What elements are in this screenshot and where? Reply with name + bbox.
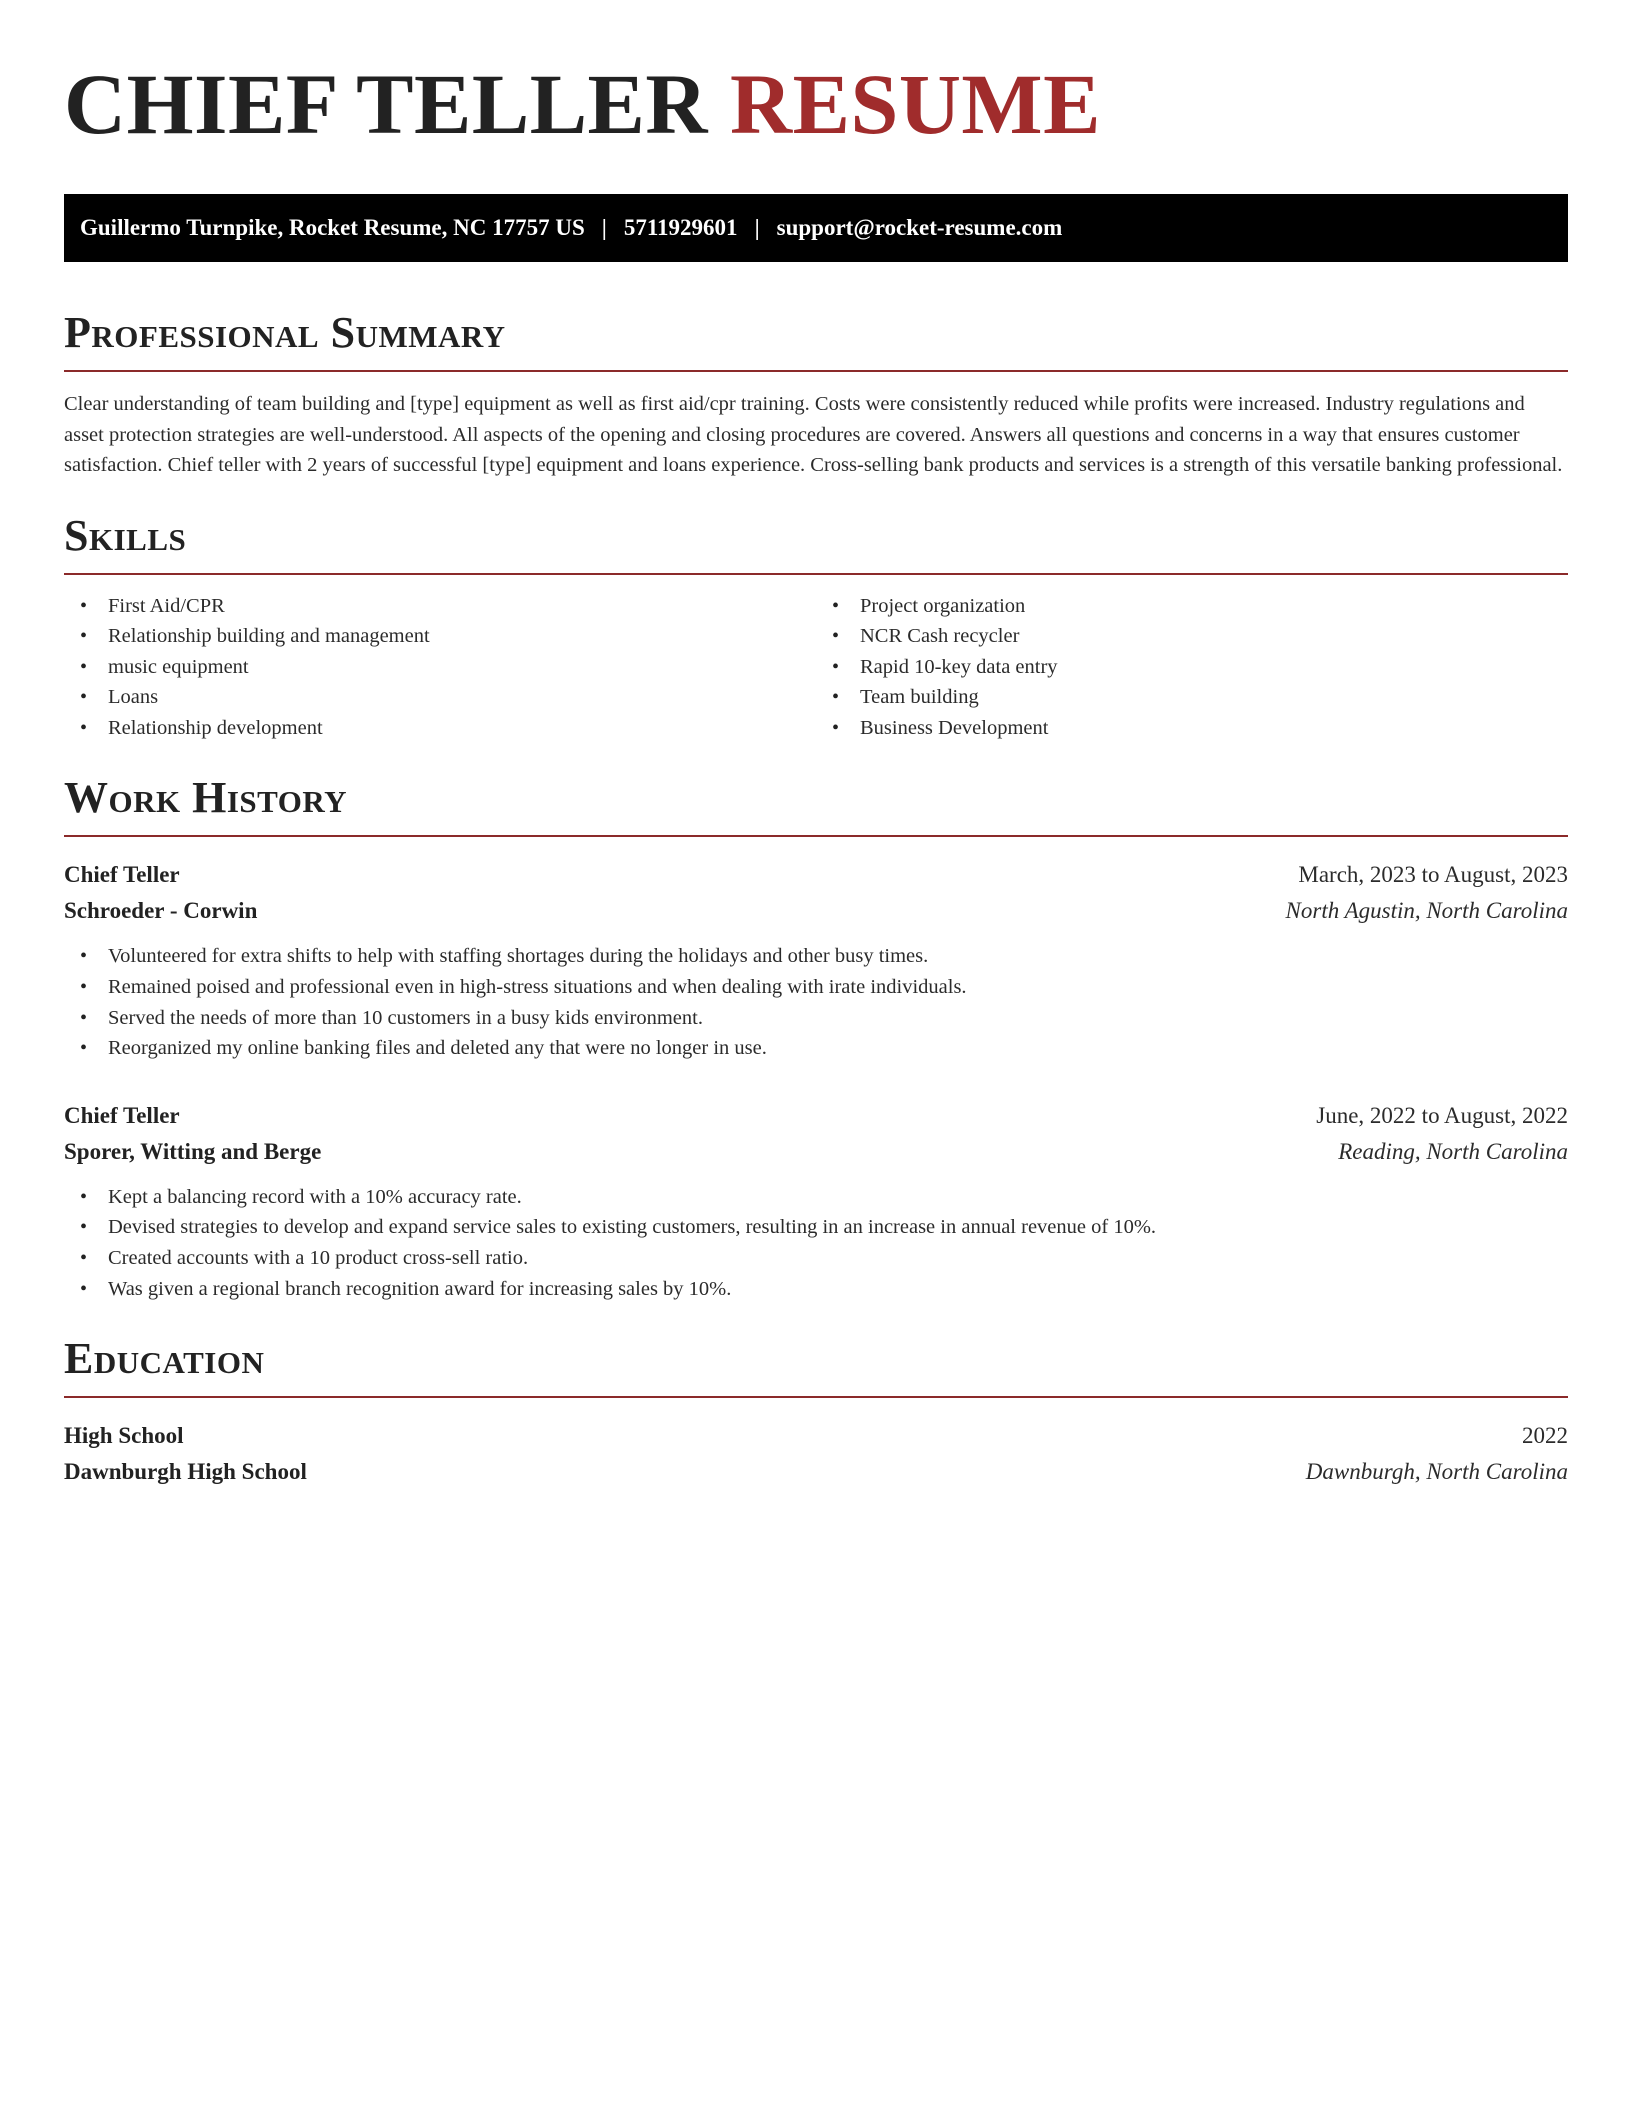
job-company: Sporer, Witting and Berge [64,1138,322,1164]
skill-item: • First Aid/CPR [64,591,816,622]
skills-column-left [64,591,816,744]
resume-title [64,54,1568,154]
job-bullets [64,941,1568,1063]
contact-bar [64,194,1568,262]
education-year: 2022 [1522,1423,1568,1449]
skill-item: • Relationship development [64,713,816,744]
job-bullet: • Created accounts with a 10 product cross-sell ratio. [64,1243,1568,1274]
job-bullet: • Volunteered for extra shifts to help with staffing shortages during the holidays and other busy times. [64,941,1568,972]
job-bullets [64,1182,1568,1304]
skill-item: • music equipment [64,652,816,683]
job-bullet: • Remained poised and professional even in high-stress situations and when dealing with irate individuals. [64,972,1568,1003]
job-bullet: • Devised strategies to develop and expand service sales to existing customers, resulting in an increase in annual revenue of 10%. [64,1212,1568,1243]
job-location: Reading, North Carolina [1338,1138,1568,1164]
education-section [64,1334,1568,1490]
job-company: Schroeder - Corwin [64,898,258,924]
section-heading: Skills [64,510,187,560]
job-entry [64,857,1568,1063]
contact-separator: | [754,215,760,240]
education-school: Dawnburgh High School [64,1459,307,1485]
skill-item: • Team building [816,682,1568,713]
job-bullet: • Was given a regional branch recognition award for increasing sales by 10%. [64,1274,1568,1305]
skill-item: • Project organization [816,591,1568,622]
contact-phone: 5711929601 [623,215,738,240]
title-main: CHIEF TELLER [64,56,709,152]
contact-separator: | [601,215,607,240]
skill-item: • Rapid 10-key data entry [816,652,1568,683]
summary-text: Clear understanding of team building and [type] equipment as well as first aid/cpr training. Costs were consistently reduced while profits were increased. Industry regulations and asset protection strategies are well-understood. All aspects of the opening and closing procedures are covered. Answers all questions and concerns in a way that ensures customer satisfaction. Chief teller with 2 years of successful [type] equipment and loans experience. Cross-selling bank products and services is a strength of this versatile banking professional. [64,393,1563,476]
title-accent: RESUME [730,56,1101,152]
job-bullet: • Reorganized my online banking files and deleted any that were no longer in use. [64,1033,1568,1064]
skill-item: • Relationship building and management [64,621,816,652]
skill-item: • Business Development [816,713,1568,744]
section-heading: Education [64,1334,265,1384]
section-divider [64,573,1568,575]
job-title: Chief Teller [64,862,180,888]
skills-section [64,511,1568,744]
education-entry [64,1418,1568,1490]
job-entry [64,1098,1568,1304]
skill-item: • NCR Cash recycler [816,621,1568,652]
section-divider [64,835,1568,837]
job-dates: June, 2022 to August, 2022 [1316,1102,1568,1128]
job-location: North Agustin, North Carolina [1285,898,1568,924]
education-degree: High School [64,1423,184,1449]
section-heading: Professional Summary [64,308,506,357]
job-bullet: • Served the needs of more than 10 customers in a busy kids environment. [64,1003,1568,1034]
skills-column-right [816,591,1568,744]
section-heading: Work History [64,773,348,823]
section-divider [64,370,1568,372]
skill-item: • Loans [64,682,816,713]
contact-email: support@rocket-resume.com [776,215,1063,240]
work-history-section [64,773,1568,1304]
contact-address: Guillermo Turnpike, Rocket Resume, NC 17757 US [80,215,585,240]
job-title: Chief Teller [64,1102,180,1128]
skills-list [64,591,1568,744]
section-divider [64,1396,1568,1398]
education-location: Dawnburgh, North Carolina [1305,1459,1568,1485]
summary-section [64,308,1568,481]
job-bullet: • Kept a balancing record with a 10% accuracy rate. [64,1182,1568,1213]
job-dates: March, 2023 to August, 2023 [1298,862,1568,888]
